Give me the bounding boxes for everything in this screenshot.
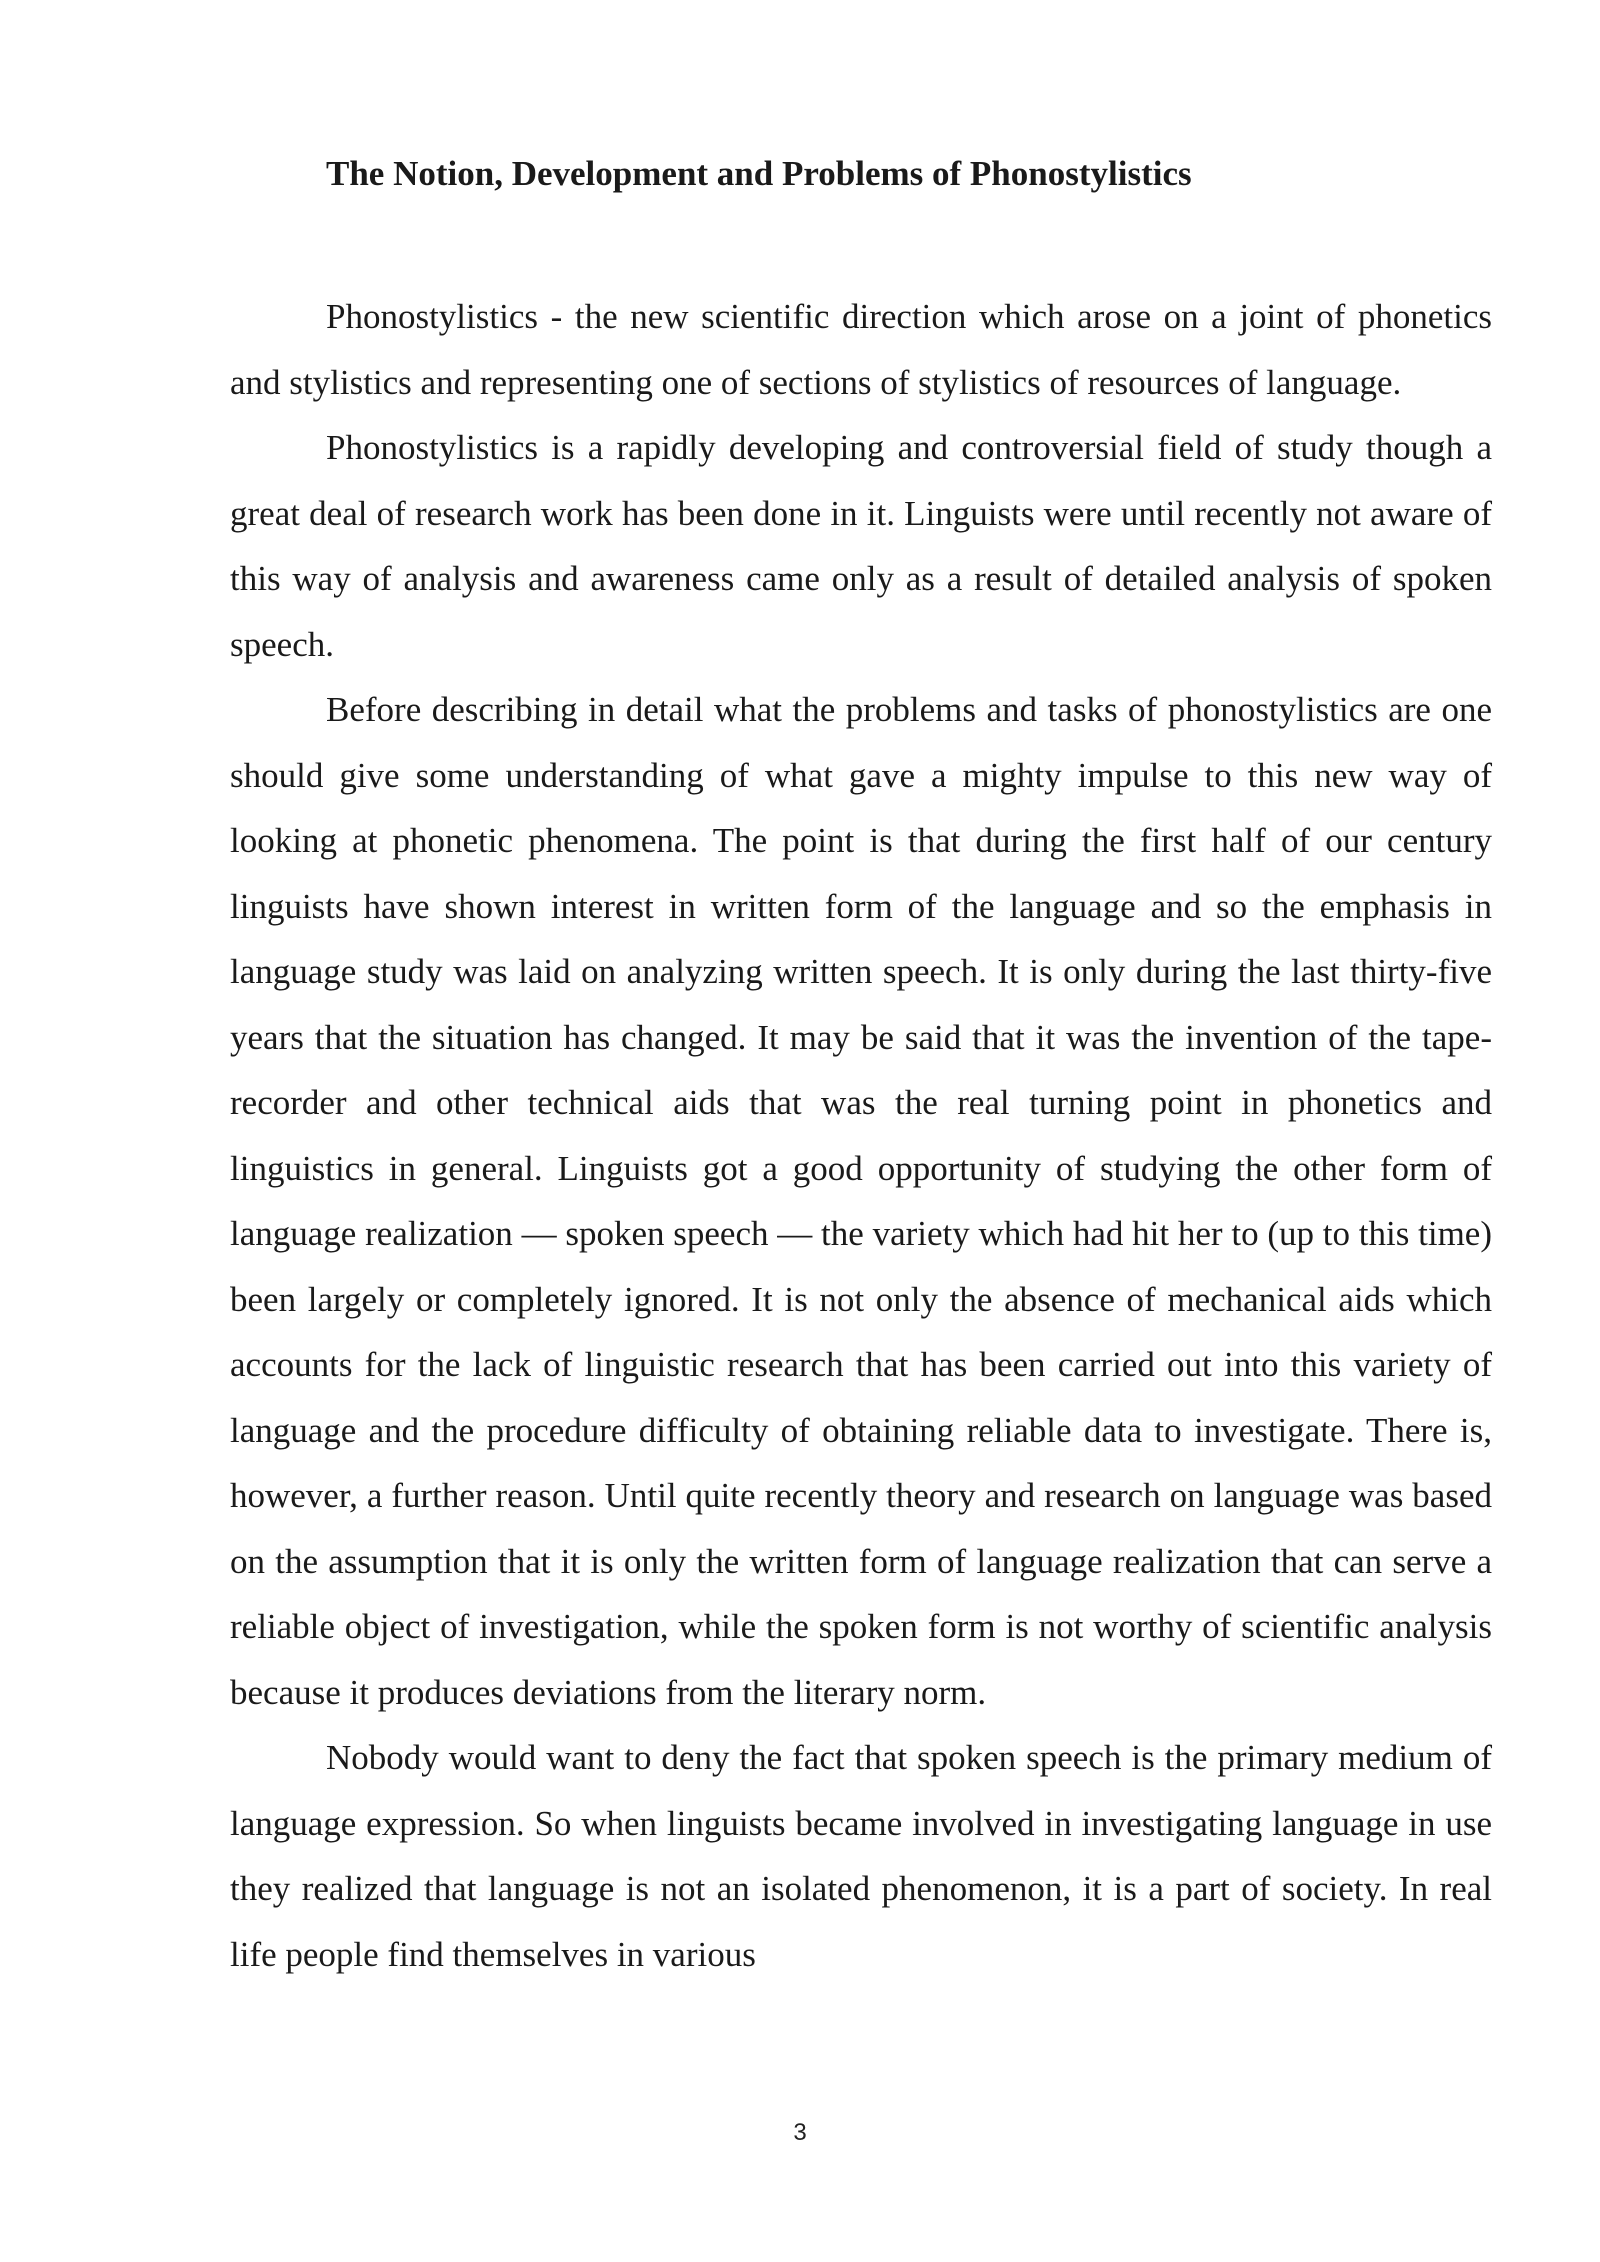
paragraph-2: Phonostylistics is a rapidly developing and controversial field of study though a great deal of research work has been done in it. Linguists were until recently not aware of this way of analysis and awareness came only as a result of detailed analysis of spoken speech. [230, 428, 1492, 664]
page-title: The Notion, Development and Problems of Phonostylistics [326, 154, 1192, 193]
paragraph-1: Phonostylistics - the new scientific direction which arose on a joint of phonetics and stylistics and representing one of sections of stylistics of resources of language. [230, 297, 1492, 402]
page-number: 3 [793, 2119, 807, 2146]
paragraph-4: Nobody would want to deny the fact that spoken speech is the primary medium of language expression. So when linguists became involved in investigating language in use they realized that language is not an isolated phenomenon, it is a part of society. In real life people find themselves in various [230, 1738, 1492, 1974]
paragraph-3: Before describing in detail what the problems and tasks of phonostylistics are one should give some understanding of what gave a mighty impulse to this new way of looking at phonetic phenomena. The point is that during the first half of our century linguists have shown interest in written form of the language and so the emphasis in language study was laid on analyzing written speech. It is only during the last thirty-five years that the situation has changed. It may be said that it was the invention of the tape-recorder and other technical aids that was the real turning point in phonetics and linguistics in general. Linguists got a good opportunity of studying the other form of language realization — spoken speech — the variety which had hit her to (up to this time) been largely or completely ignored. It is not only the absence of mechanical aids which accounts for the lack of linguistic research that has been carried out into this variety of language and the procedure difficulty of obtaining reliable data to investigate. There is, however, a further reason. Until quite recently theory and research on language was based on the assumption that it is only the written form of language realization that can serve a reliable object of investigation, while the spoken form is not worthy of scientific analysis because it produces deviations from the literary norm. [230, 690, 1492, 1712]
body-text [230, 284, 1492, 1987]
